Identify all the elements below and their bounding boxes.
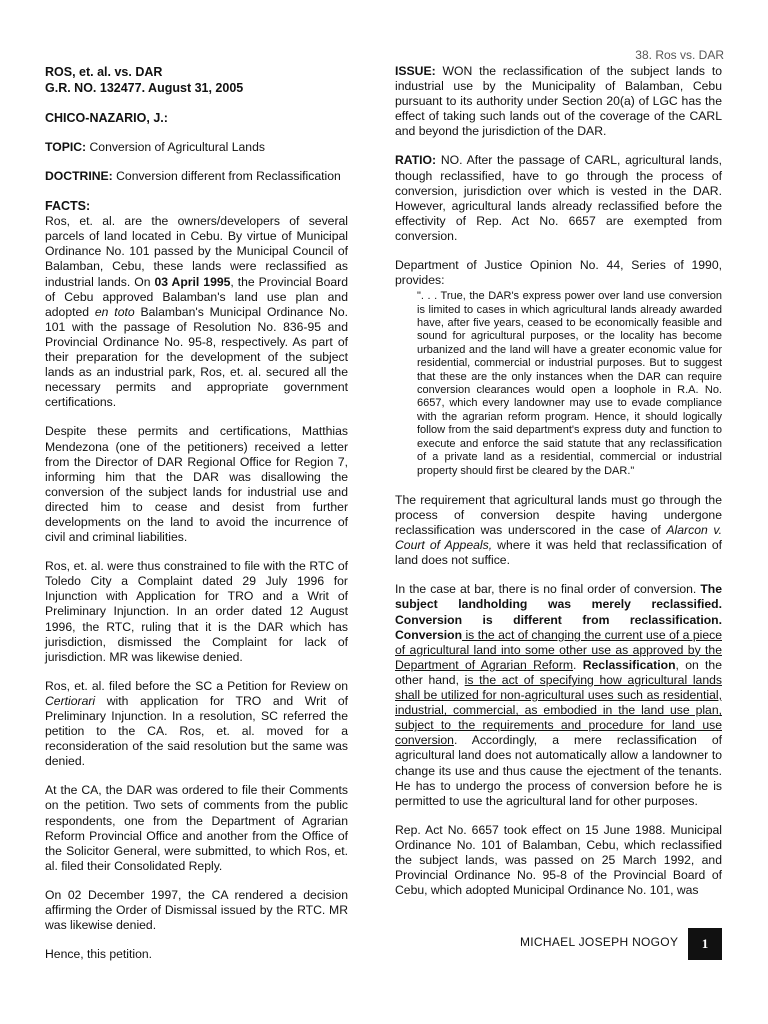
facts-p1-italic: en toto [94,304,135,319]
facts-p4-text-a: Ros, et. al. filed before the SC a Petition for Review on [45,678,348,693]
doctrine-text: Conversion different from Reclassification [116,169,341,184]
facts-p1-text-b: , the Provincial Board of Cebu approved Balamban's land use plan and adopted [45,274,349,319]
cab-bold-2: Reclassification [582,657,676,672]
topic-line [45,140,348,155]
issue-label: ISSUE: [395,64,436,78]
cab-text-b: , on the other hand, [395,657,722,687]
issue-text: WON the reclassification of the subject lands to industrial use by the Municipality of Balamban, Cebu pursuant to its authority under Section 20(a) of LGC has the effect of taking such lands out of the coverage of the CARL and beyond the jurisdiction of the DAR. [395,64,722,139]
cab-text-a: In the case at bar, there is no final order of conversion. [395,582,701,597]
case-at-bar-paragraph [395,582,722,808]
topic-text: Conversion of Agricultural Lands [89,140,265,154]
facts-p4-italic: Certiorari [45,693,96,708]
requirement-paragraph [395,493,722,568]
cab-dot: . [573,657,583,672]
facts-p1-text-c: Balamban's Municipal Ordinance No. 101 with the passage of Resolution No. 836-95 and Provincial Ordinance No. 95-8, respectively. As part of their preparation for the development of the subject lands as an industrial park, Ros, et. al. secured all the necessary permits and appropriate government certifications. [45,304,348,410]
facts-p4-text-b: with application for TRO and Writ of Preliminary Injunction. In a resolution, SC referred the petition to the CA. Ros, et. al. moved for a reconsideration of the said resolution but the same was denied. [45,693,348,769]
ratio-text: NO. After the passage of CARL, agricultural lands, though reclassified, have to go through the process of conversion, jurisdiction over which is vested in the DAR. However, agricultural lands already reclassified before the effectivity of Rep. Act No. 6657 are exempted from conversion. [395,153,722,243]
page-number: 1 [688,928,722,960]
repact-paragraph: Rep. Act No. 6657 took effect on 15 June 1988. Municipal Ordinance No. 101 of Balamban, Cebu, which reclassified the subject lands, was passed on 25 March 1992, and Provincial Ordinance No. 95-8 of the Provincial Board of Cebu, which adopted Municipal Ordinance No. 101, was [395,822,722,898]
doctrine-line [45,169,348,184]
facts-paragraph-6: On 02 December 1997, the CA rendered a decision affirming the Order of Dismissal issued by the RTC. MR was likewise denied. [45,887,348,933]
cab-text-c: . Accordingly, a mere reclassification of agricultural land does not automatically allow a landowner to change its use and thus cause the ejectment of the tenants. He has to undergo the process of conversion before he is permitted to use the agricultural land for other purposes. [395,733,722,808]
facts-heading: FACTS: [45,199,91,214]
case-title: ROS, et. al. vs. DAR [45,65,163,79]
facts-paragraph-2: Despite these permits and certifications, Matthias Mendezona (one of the petitioners) received a letter from the Director of DAR Regional Office for Region 7, informing him that the DAR was disallowing the conversion of the subject lands for industrial use and directed him to cease and desist from further developments on the land to avoid the incurrence of civil and criminal liabilities. [45,424,348,545]
issue-paragraph [395,64,722,139]
doj-quote: ". . . True, the DAR's express power over land use conversion is limited to cases in which agricultural lands already awarded have, after five years, ceased to be economically feasible and sound for agricultural purposes, or the locality has become urbanized and the land will have a greater economic value for residential, commercial or industrial purposes. But to suggest that these are the only instances when the DAR can require conversion clearances would open a loophole in R.A. No. 6657, which every landowner may use to evade compliance with the agrarian reform program. Hence, it should logically follow from the said department's express duty and function to execute and enforce the said statute that any reclassification of a private land as a residential, commercial or industrial property should first be cleared by the DAR." [417,290,722,477]
facts-p1-date: 03 April 1995 [154,274,231,289]
facts-paragraph-7: Hence, this petition. [45,947,153,962]
cab-bold-1: The subject landholding was merely reclassified. Conversion is different from reclassification. Conversion [395,582,722,642]
ratio-paragraph [395,153,722,244]
topic-label: TOPIC: [45,140,87,154]
right-column [395,64,722,912]
doctrine-label: DOCTRINE: [45,169,113,184]
requirement-case-name: Alarcon v. Court of Appeals, [395,523,722,553]
left-column [45,64,348,976]
facts-paragraph-1 [45,214,348,410]
facts-paragraph-4 [45,679,348,770]
ratio-label: RATIO: [395,153,437,168]
cab-underline-1: is the act of changing the current use of a piece of agricultural land into some other use as approved by the Department of Agrarian Reform [395,627,722,672]
doj-intro: Department of Justice Opinion No. 44, Series of 1990, provides: [395,258,722,288]
footer-author: MICHAEL JOSEPH NOGOY [520,935,679,949]
facts-paragraph-3: Ros, et. al. were thus constrained to file with the RTC of Toledo City a Complaint dated 29 July 1996 for Injunction with Application for TRO and a Writ of Preliminary Injunction. In an order dated 12 August 1996, the RTC, ruling that it is the DAR which has jurisdiction, dismissed the Complaint for lack of jurisdiction. MR was likewise denied. [45,559,348,664]
ponente: CHICO-NAZARIO, J.: [45,111,168,125]
requirement-text-a: The requirement that agricultural lands must go through the process of conversion despite having undergone reclassification was underscored in the case of [395,492,722,538]
facts-paragraph-5: At the CA, the DAR was ordered to file their Comments on the petition. Two sets of comments from the public respondents, one from the Department of Agrarian Reform Provincial Office and another from the Office of the Solicitor General, were submitted, to which Ros, et. al. filed their Consolidated Reply. [45,783,348,873]
cab-underline-2: is the act of specifying how agricultural lands shall be utilized for non-agricultural uses such as residential, industrial, commercial, as embodied in the land use plan, subject to the requirements and procedure for land use conversion [395,672,722,748]
facts-p1-text-a: Ros, et. al. are the owners/developers of several parcels of land located in Cebu. By virtue of Municipal Ordinance No. 101 passed by the Municipal Council of Balamban, Cebu, these lands were reclassified as industrial lands. On [45,214,348,289]
gr-number: G.R. NO. 132477. August 31, 2005 [45,81,244,95]
running-header: 38. Ros vs. DAR [635,48,724,62]
requirement-text-b: where it was held that reclassification of land does not suffice. [395,538,722,568]
